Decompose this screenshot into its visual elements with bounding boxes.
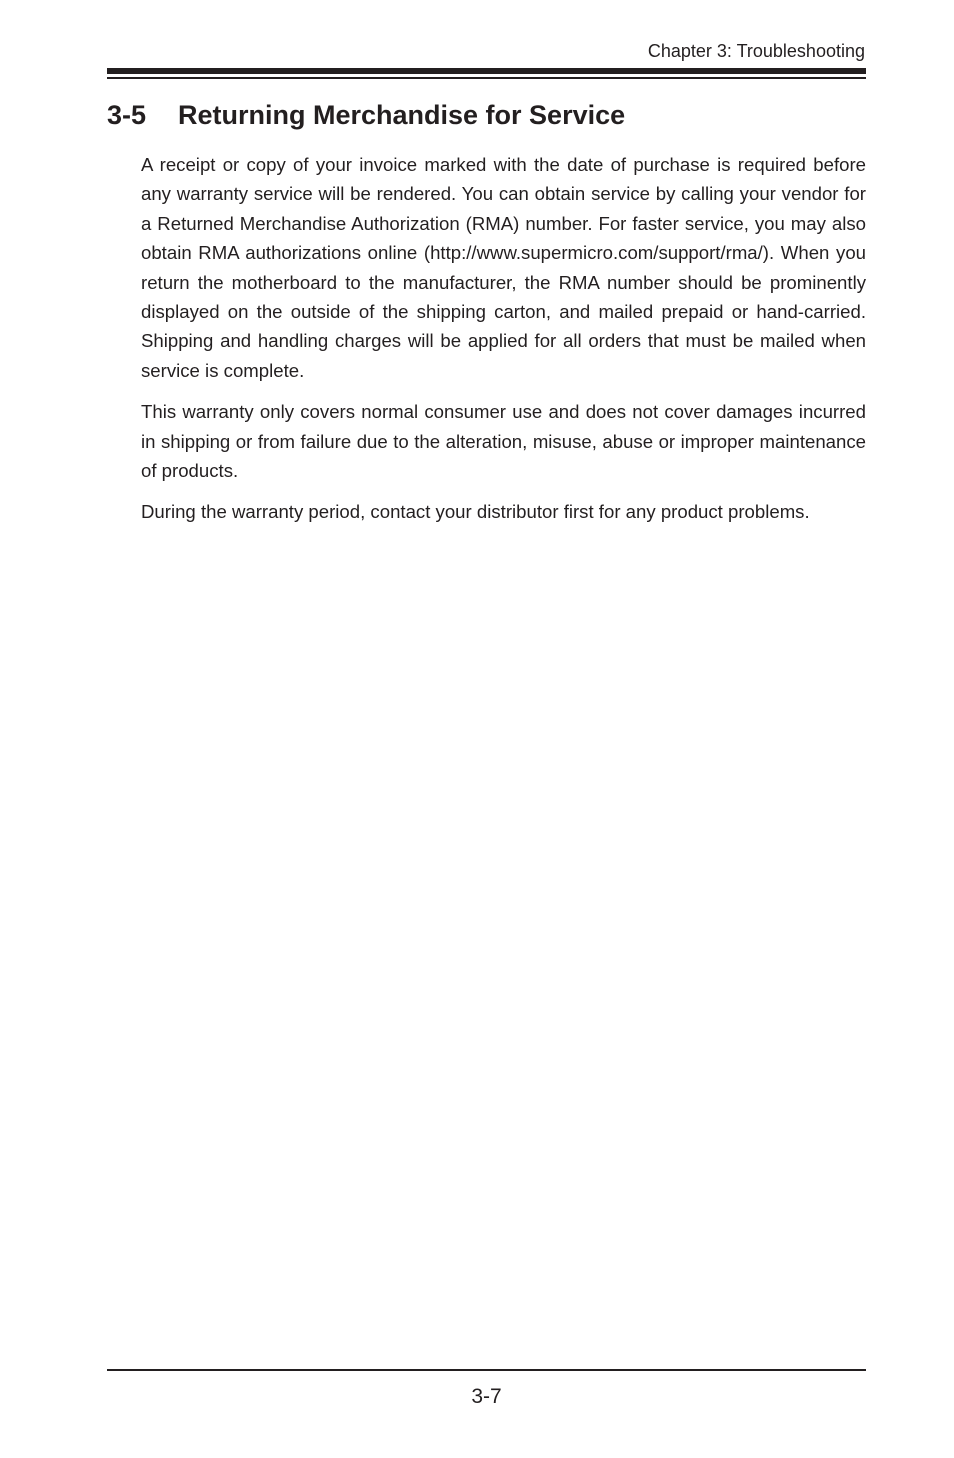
footer-rule	[107, 1369, 866, 1371]
running-header: Chapter 3: Troubleshooting	[647, 41, 865, 61]
paragraph-warranty-coverage: This warranty only covers normal consumer use and does not cover damages incurred in shipping or from failure due to the alteration, misuse, abuse or improper maintenance of products.	[141, 401, 866, 482]
section-heading	[107, 98, 625, 132]
section-title: Returning Merchandise for Service	[178, 100, 626, 130]
header-rule-thick	[107, 68, 866, 74]
section-number: 3-5	[107, 100, 147, 130]
header-rule-thin	[107, 77, 866, 79]
body-text	[141, 150, 866, 539]
page-number: 3-7	[471, 1385, 502, 1408]
paragraph-warranty-period: During the warranty period, contact your distributor first for any product problems.	[141, 501, 810, 523]
paragraph-rma: A receipt or copy of your invoice marked with the date of purchase is required before any warranty service will be rendered. You can obtain service by calling your vendor for a Returned Merchandise Authorization (RMA) number. For faster service, you may also obtain RMA authorizations online (http://www.supermicro.com/support/rma/). When you return the motherboard to the manufacturer, the RMA number should be prominently displayed on the outside of the shipping carton, and mailed prepaid or hand-carried. Shipping and handling charges will be applied for all orders that must be mailed when service is complete.	[141, 154, 866, 381]
